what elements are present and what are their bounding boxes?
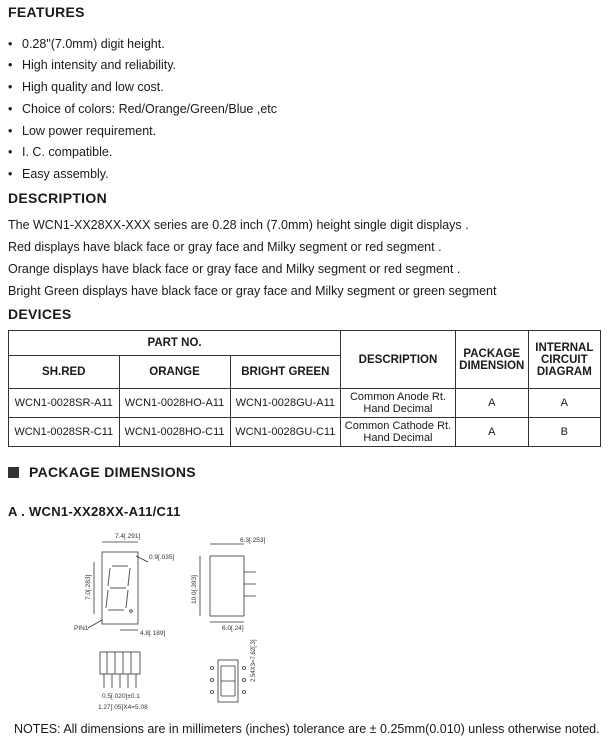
- dim-height: 7.0[.283]: [85, 574, 92, 600]
- dim-dp: 0.9[.035]: [149, 554, 175, 561]
- square-bullet-icon: [8, 467, 19, 478]
- orange-part: WCN1-0028HO-C11: [119, 418, 230, 447]
- dim-pin-pitch: 4.8[.189]: [140, 630, 166, 637]
- bullet-icon: •: [8, 167, 13, 181]
- feature-item: [8, 145, 112, 159]
- bright-green-header: BRIGHT GREEN: [230, 356, 341, 389]
- feature-text: High intensity and reliability.: [22, 58, 177, 72]
- pin1-label: PIN1: [74, 625, 89, 632]
- circuit-code: B: [528, 418, 600, 447]
- side-view-body: [210, 556, 244, 616]
- dim-pin-spacing: 2.54X3=7.62[.3]: [251, 639, 257, 682]
- red-part: WCN1-0028SR-C11: [9, 418, 120, 447]
- table-row: [9, 418, 601, 447]
- feature-text: Easy assembly.: [22, 167, 109, 181]
- feature-item: [8, 124, 156, 138]
- circuit-code: A: [528, 389, 600, 418]
- description-header: DESCRIPTION: [341, 331, 456, 389]
- dim-depth: 6.3[.253]: [240, 537, 266, 544]
- dim-lead-dia: 0.5[.020]±0.1: [102, 693, 140, 700]
- orange-part: WCN1-0028HO-A11: [119, 389, 230, 418]
- lead-view-body: [100, 652, 140, 674]
- feature-text: I. C. compatible.: [22, 145, 113, 159]
- feature-item: [8, 102, 277, 116]
- bullet-icon: •: [8, 145, 13, 159]
- description-line: Orange displays have black face or gray face and Milky segment or red segment .: [8, 262, 461, 276]
- dim-width: 7.4[.291]: [115, 533, 141, 540]
- table-row: [9, 389, 601, 418]
- dim-lead-pitch: 1.27[.05]X4=5.08: [98, 704, 148, 711]
- feature-item: [8, 167, 109, 181]
- feature-item: [8, 58, 176, 72]
- dim-body: 6.0[.24]: [222, 625, 244, 632]
- feature-item: [8, 80, 164, 94]
- feature-text: High quality and low cost.: [22, 80, 164, 94]
- part-no-header: PART NO.: [9, 331, 341, 356]
- package-header: PACKAGE DIMENSION: [455, 331, 528, 389]
- digit-segments: [106, 566, 132, 612]
- bullet-icon: •: [8, 80, 13, 94]
- features-heading: FEATURES: [8, 4, 85, 20]
- description-heading: DESCRIPTION: [8, 190, 107, 206]
- devices-heading: DEVICES: [8, 306, 72, 322]
- device-description: Common Cathode Rt. Hand Decimal: [341, 418, 456, 447]
- circuit-header: INTERNAL CIRCUIT DIAGRAM: [528, 331, 600, 389]
- package-heading-text: PACKAGE DIMENSIONS: [29, 464, 196, 480]
- device-description: Common Anode Rt. Hand Decimal: [341, 389, 456, 418]
- package-code: A: [455, 389, 528, 418]
- red-part: WCN1-0028SR-A11: [9, 389, 120, 418]
- orange-header: ORANGE: [119, 356, 230, 389]
- package-code: A: [455, 418, 528, 447]
- description-line: The WCN1-XX28XX-XXX series are 0.28 inch (7.0mm) height single digit displays .: [8, 218, 469, 232]
- sh-red-header: SH.RED: [9, 356, 120, 389]
- feature-text: Low power requirement.: [22, 124, 157, 138]
- package-subheading: A . WCN1-XX28XX-A11/C11: [8, 504, 181, 519]
- notes: NOTES: All dimensions are in millimeters (inches) tolerance are ± 0.25mm(0.010) unless otherwise noted.: [14, 722, 600, 736]
- package-drawing: [60, 522, 350, 714]
- package-heading: [8, 464, 196, 480]
- bullet-icon: •: [8, 124, 13, 138]
- devices-table: [8, 330, 601, 447]
- green-part: WCN1-0028GU-C11: [230, 418, 341, 447]
- bullet-icon: •: [8, 58, 13, 72]
- bullet-icon: •: [8, 37, 13, 51]
- green-part: WCN1-0028GU-A11: [230, 389, 341, 418]
- description-line: Bright Green displays have black face or gray face and Milky segment or green segment: [8, 284, 497, 298]
- feature-text: Choice of colors: Red/Orange/Green/Blue ,etc: [22, 102, 277, 116]
- dim-side-height: 10.0[.393]: [191, 575, 198, 604]
- bullet-icon: •: [8, 102, 13, 116]
- feature-text: 0.28"(7.0mm) digit height.: [22, 37, 165, 51]
- feature-item: [8, 37, 165, 51]
- description-line: Red displays have black face or gray face and Milky segment or red segment .: [8, 240, 442, 254]
- pin-dots: [211, 667, 246, 694]
